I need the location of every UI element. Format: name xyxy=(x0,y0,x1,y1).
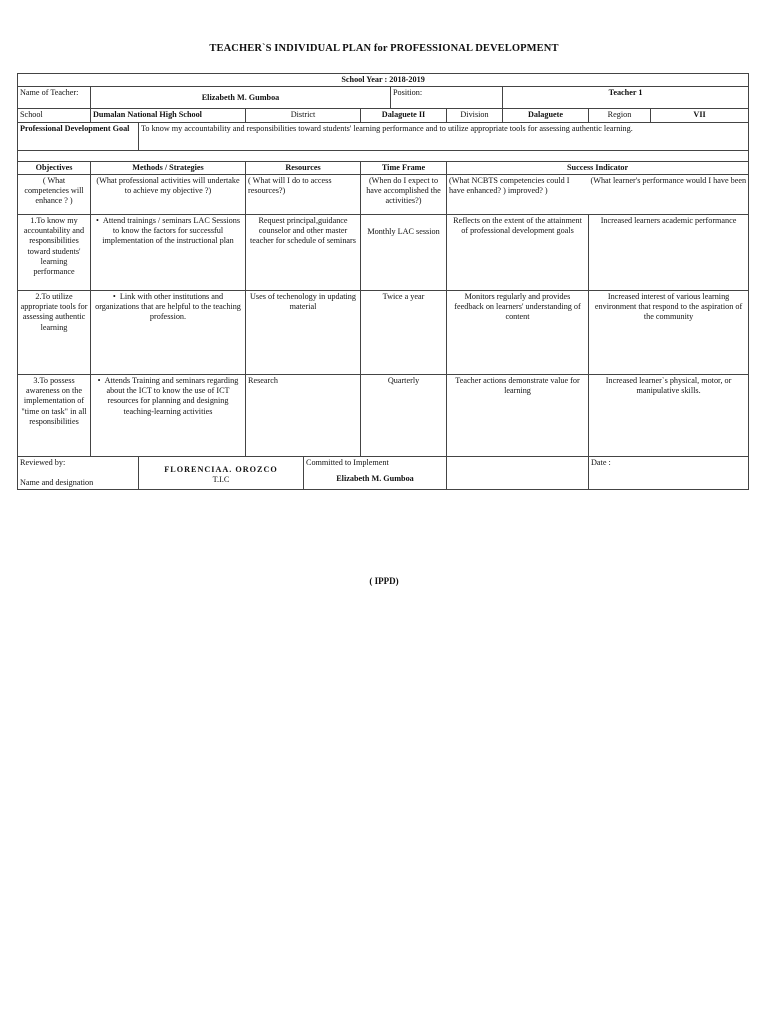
time-cell: Twice a year xyxy=(361,290,447,374)
reviewed-label: Reviewed by: xyxy=(20,457,66,467)
resource-cell: Request principal,guidance counselor and other master teacher for schedule of seminars xyxy=(246,214,361,290)
time-cell: Monthly LAC session xyxy=(361,214,447,290)
resource-cell: Uses of techenology in updating material xyxy=(246,290,361,374)
indicator-b-cell: Increased interest of various learning environment that respond to the aspiration of the community xyxy=(589,290,749,374)
school-value: Dumalan National High School xyxy=(91,109,246,122)
teacher-name: Elizabeth M. Gumboa xyxy=(91,87,391,109)
ippd-footer: ( IPPD) xyxy=(369,576,399,586)
reviewed-cell xyxy=(18,456,139,490)
prompt-objectives: ( What competencies will enhance ? ) xyxy=(18,174,91,214)
committed-name: Elizabeth M. Gumboa xyxy=(336,474,414,483)
header-time-frame: Time Frame xyxy=(361,161,447,174)
name-designation-label: Name and designation xyxy=(20,478,94,487)
goal-value: To know my accountability and responsibilities toward students' learning performance and to utilize appropriate tools for assessing authentic learning. xyxy=(139,122,749,150)
prompt-time: (When do I expect to have accomplished the activities?) xyxy=(361,174,447,214)
method-cell: • Link with other institutions and organizations that are helpful to the teaching profession. xyxy=(91,290,246,374)
reviewer-name: FLORENCIAA. OROZCO xyxy=(164,464,278,474)
indicator-a-cell: Teacher actions demonstrate value for learning xyxy=(447,374,589,456)
ippd-table xyxy=(17,73,749,490)
document-title: TEACHER`S INDIVIDUAL PLAN for PROFESSIONAL DEVELOPMENT xyxy=(209,43,559,54)
objective-cell: 1.To know my accountability and responsibilities toward students' learning performance xyxy=(18,214,91,290)
table-row xyxy=(18,374,749,456)
bullet-icon: • xyxy=(112,291,120,301)
prompt-success-a: (What NCBTS competencies could I have enhanced? ) improved? ) xyxy=(447,174,589,214)
method-cell: • Attends Training and seminars regarding about the ICT to know the use of ICT resources for planning and designing teaching-learning activities xyxy=(91,374,246,456)
position-value: Teacher 1 xyxy=(503,87,749,109)
reviewer-title: T.I.C xyxy=(212,475,230,484)
method-cell: • Attend trainings / seminars LAC Sessions to know the factors for successful implementation of the instructional plan xyxy=(91,214,246,290)
objective-cell: 3.To possess awareness on the implementation of "time on task" in all responsibilities xyxy=(18,374,91,456)
committed-cell xyxy=(304,456,447,490)
blank-signature-cell xyxy=(447,456,589,490)
prompt-resources: ( What will I do to access resources?) xyxy=(246,174,361,214)
indicator-a-cell: Reflects on the extent of the attainment of professional development goals xyxy=(447,214,589,290)
indicator-b-cell: Increased learner`s physical, motor, or manipulative skills. xyxy=(589,374,749,456)
region-value: VII xyxy=(651,109,749,122)
bullet-icon: • xyxy=(95,215,103,225)
objective-cell: 2.To utilize appropriate tools for assessing authentic learning xyxy=(18,290,91,374)
header-resources: Resources xyxy=(246,161,361,174)
district-label: District xyxy=(246,109,361,122)
division-value: Dalaguete xyxy=(503,109,589,122)
goal-label: Professional Development Goal xyxy=(18,122,139,150)
prompt-methods: (What professional activities will undertake to achieve my objective ?) xyxy=(91,174,246,214)
time-cell: Quarterly xyxy=(361,374,447,456)
header-success-indicator: Success Indicator xyxy=(447,161,749,174)
prompt-success-b: (What learner's performance would I have been xyxy=(589,174,749,214)
indicator-b-cell: Increased learners academic performance xyxy=(589,214,749,290)
header-methods: Methods / Strategies xyxy=(91,161,246,174)
school-year: School Year : 2018-2019 xyxy=(18,74,749,87)
position-label: Position: xyxy=(391,87,503,109)
reviewer-cell xyxy=(139,456,304,490)
blank-row xyxy=(18,150,749,161)
school-label: School xyxy=(18,109,91,122)
district-value: Dalaguete II xyxy=(361,109,447,122)
committed-label: Committed to Implement xyxy=(306,457,389,467)
date-cell: Date : xyxy=(589,456,749,490)
bullet-icon: • xyxy=(97,375,105,385)
region-label: Region xyxy=(589,109,651,122)
table-row xyxy=(18,290,749,374)
name-label: Name of Teacher: xyxy=(18,87,91,109)
indicator-a-cell: Monitors regularly and provides feedback on learners' understanding of content xyxy=(447,290,589,374)
table-row xyxy=(18,214,749,290)
header-objectives: Objectives xyxy=(18,161,91,174)
division-label: Division xyxy=(447,109,503,122)
resource-cell: Research xyxy=(246,374,361,456)
